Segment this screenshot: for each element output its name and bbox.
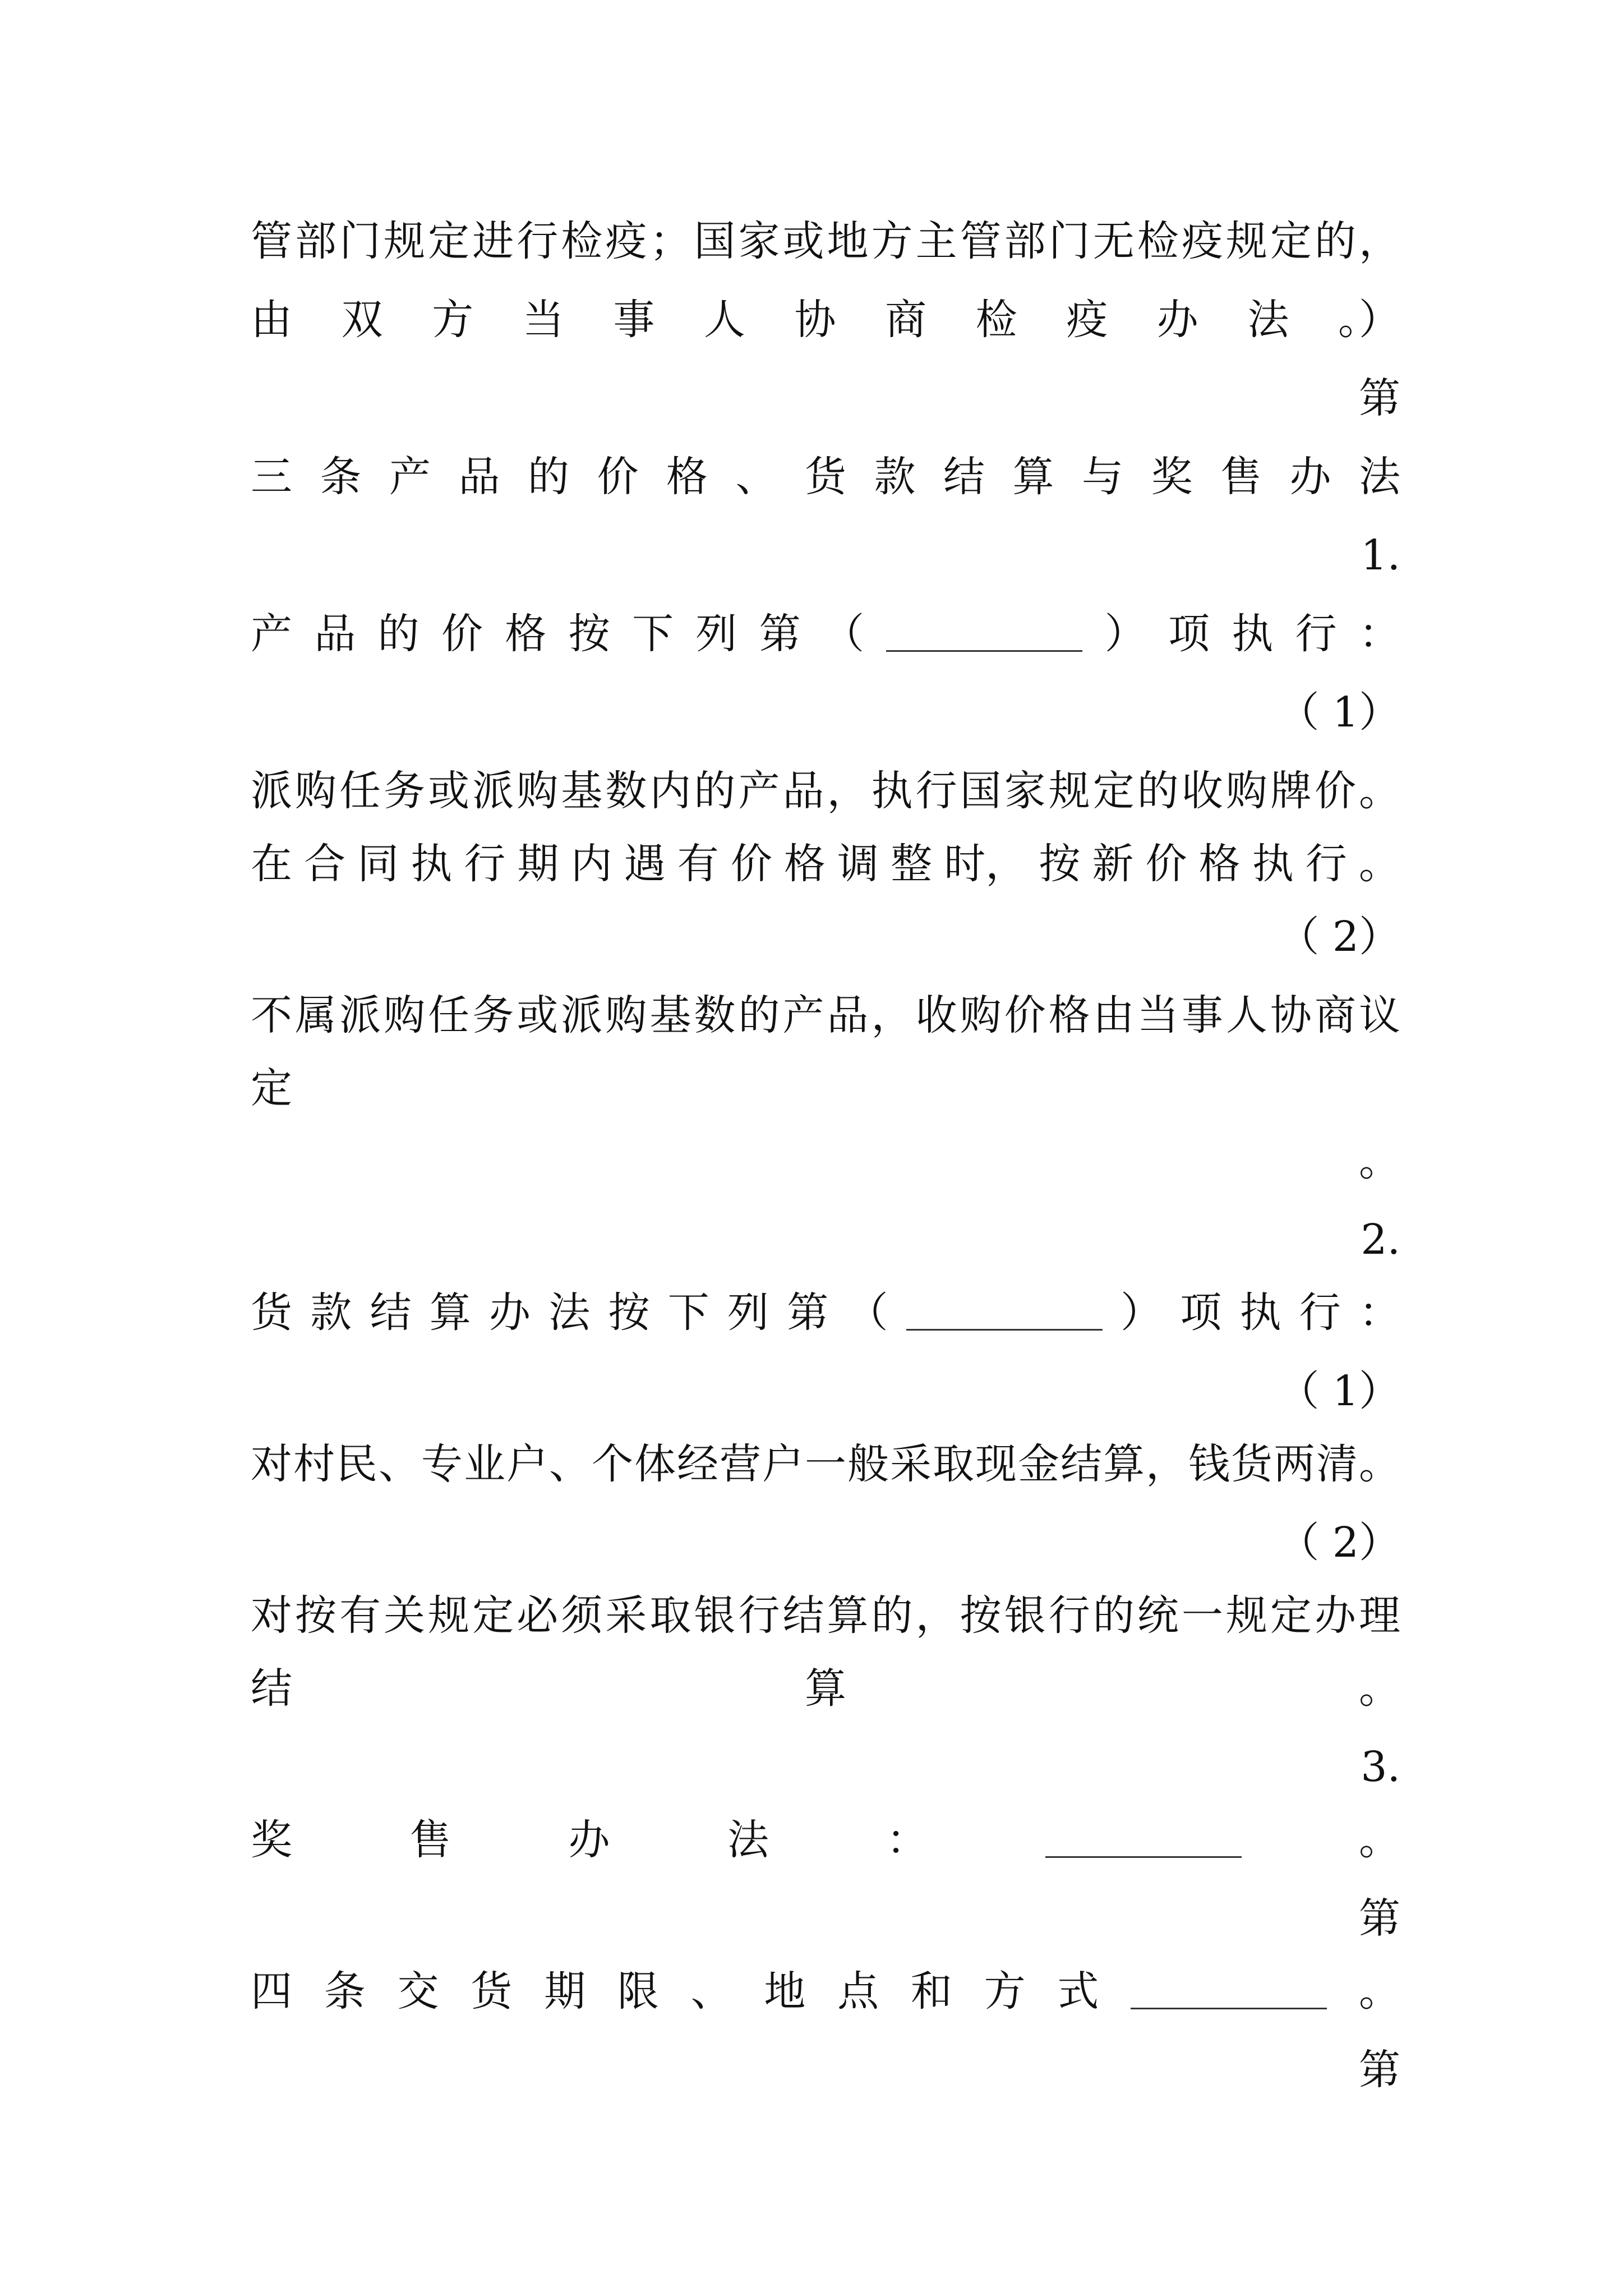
text-line [251, 449, 1400, 505]
text-segment: 时， [944, 840, 1027, 888]
text-line: 第 [1359, 1894, 1400, 1943]
text-segment: 期 [517, 840, 559, 888]
text-segment: 整 [891, 840, 933, 888]
text-line [251, 1660, 1400, 1717]
text-line [251, 1285, 1400, 1341]
text-segment: 三 [251, 453, 292, 501]
text-segment: 货 [251, 1289, 292, 1337]
text-segment: 协 [794, 296, 836, 344]
text-line: 1. [1361, 531, 1400, 579]
text-segment: 的 [377, 610, 419, 658]
text-segment: 格 [1198, 840, 1241, 888]
text-segment: 。 [1358, 1816, 1400, 1864]
fill-in-blank[interactable] [906, 1295, 1103, 1331]
text-segment: 款 [874, 453, 916, 501]
text-line: （ 2） [1278, 1519, 1400, 1567]
text-segment: 内 [570, 840, 612, 888]
text-line [251, 836, 1400, 892]
text-line: 管部门规定进行检疫；国家或地方主管部门无检疫规定的， [251, 217, 1400, 265]
text-segment: （ [822, 610, 864, 658]
text-segment: 限 [617, 1967, 659, 2016]
text-segment: 售 [409, 1816, 451, 1864]
text-segment: 项 [1180, 1289, 1222, 1337]
text-segment: 四 [251, 1967, 292, 2016]
text-segment: 行 [1305, 840, 1347, 888]
text-segment: ： [886, 1816, 928, 1864]
text-line: 第 [1359, 374, 1400, 422]
text-segment: 格 [666, 453, 708, 501]
text-segment: 结 [370, 1289, 412, 1337]
text-line [251, 1812, 1400, 1868]
fill-in-blank[interactable] [1131, 1974, 1327, 2009]
text-segment: 事 [613, 296, 655, 344]
text-segment: 按 [1039, 840, 1081, 888]
text-line: 3. [1361, 1743, 1400, 1791]
text-line: 派购任务或派购基数内的产品，执行国家规定的收购牌价。 [251, 767, 1400, 815]
text-segment: 下 [667, 1289, 709, 1337]
text-segment: 检 [975, 296, 1017, 344]
text-segment: 列 [695, 610, 737, 658]
text-segment: 项 [1168, 610, 1210, 658]
text-segment: 货 [805, 453, 846, 501]
text-segment: 条 [320, 453, 362, 501]
text-segment: 有 [677, 840, 719, 888]
text-segment: 与 [1082, 453, 1123, 501]
text-segment: 格 [783, 840, 826, 888]
text-line: 。 [1359, 1137, 1400, 1185]
fill-in-blank[interactable] [1045, 1823, 1242, 1858]
text-segment: 行 [1295, 610, 1337, 658]
text-line [251, 606, 1400, 662]
text-segment: 列 [727, 1289, 769, 1337]
text-segment: 当 [522, 296, 564, 344]
text-segment: 、 [735, 453, 777, 501]
text-segment: 。） [1338, 296, 1400, 344]
text-segment: 法 [548, 1289, 591, 1337]
text-line [251, 292, 1400, 348]
text-segment: 法 [1359, 453, 1400, 501]
text-segment: 交 [397, 1967, 439, 2016]
text-segment: 办 [1289, 453, 1331, 501]
text-segment: 品 [458, 453, 500, 501]
text-segment: 算 [429, 1289, 471, 1337]
text-segment: 执 [1239, 1289, 1281, 1337]
text-segment: （ [846, 1289, 888, 1337]
text-segment: ： [1359, 1289, 1400, 1337]
text-segment: 和 [910, 1967, 952, 2016]
text-segment: 价 [1145, 840, 1187, 888]
text-segment: 格 [505, 610, 547, 658]
text-segment: 办 [1156, 296, 1198, 344]
text-line: （ 1） [1278, 1367, 1400, 1415]
text-line: 第 [1359, 2046, 1400, 2094]
text-line: 2. [1361, 1216, 1400, 1264]
text-segment: 方 [432, 296, 474, 344]
text-segment: 款 [310, 1289, 352, 1337]
text-segment: 第 [787, 1289, 829, 1337]
text-segment: 疫 [1066, 296, 1108, 344]
text-segment: 结 [943, 453, 985, 501]
text-segment: 执 [1252, 840, 1294, 888]
text-segment: 人 [703, 296, 745, 344]
text-segment: ） [1104, 610, 1146, 658]
text-segment: 行 [1299, 1289, 1341, 1337]
text-line [251, 1963, 1400, 2019]
text-segment: 式 [1057, 1967, 1099, 2016]
text-line: 对按有关规定必须采取银行结算的，按银行的统一规定办理 [251, 1591, 1400, 1640]
text-segment: 价 [597, 453, 639, 501]
text-line: 对村民、专业户、个体经营户一般采取现金结算，钱货两清。 [251, 1440, 1400, 1488]
text-segment: 产 [251, 610, 292, 658]
fill-in-blank[interactable] [886, 616, 1082, 652]
text-segment: 条 [324, 1967, 366, 2016]
text-segment: 行 [464, 840, 506, 888]
text-segment: 新 [1092, 840, 1134, 888]
text-segment: 售 [1220, 453, 1262, 501]
text-segment: 下 [631, 610, 674, 658]
text-segment: 地 [764, 1967, 806, 2016]
text-line: 定 [251, 1064, 292, 1112]
text-segment: 奖 [251, 1816, 292, 1864]
text-segment: 结 [251, 1664, 292, 1713]
text-segment: 法 [1247, 296, 1289, 344]
text-segment: ： [1358, 610, 1400, 658]
text-segment: 奖 [1151, 453, 1193, 501]
text-segment: 产 [389, 453, 431, 501]
text-segment: 价 [730, 840, 772, 888]
text-segment: 执 [1232, 610, 1274, 658]
text-segment: 货 [471, 1967, 513, 2016]
text-segment: 双 [341, 296, 383, 344]
text-segment: 办 [489, 1289, 531, 1337]
text-segment: 方 [984, 1967, 1026, 2016]
text-segment: 调 [837, 840, 879, 888]
text-segment: 、 [690, 1967, 732, 2016]
text-line: （ 2） [1278, 913, 1400, 961]
text-segment: 办 [568, 1816, 610, 1864]
text-segment: 的 [528, 453, 569, 501]
text-segment: 按 [608, 1289, 650, 1337]
text-segment: 执 [411, 840, 453, 888]
text-segment: 第 [759, 610, 801, 658]
text-segment: 品 [314, 610, 356, 658]
text-segment: 算 [1012, 453, 1054, 501]
text-segment: 在 [251, 840, 292, 888]
text-segment: 合 [304, 840, 346, 888]
text-segment: 价 [441, 610, 483, 658]
text-segment: 算 [805, 1664, 846, 1713]
text-segment: 按 [568, 610, 610, 658]
text-segment: 。 [1358, 840, 1400, 888]
text-line: （ 1） [1278, 688, 1400, 737]
text-segment: 商 [885, 296, 927, 344]
text-segment: 。 [1358, 1967, 1400, 2016]
text-segment: 法 [727, 1816, 769, 1864]
text-segment: 点 [837, 1967, 879, 2016]
text-segment: 同 [357, 840, 399, 888]
text-segment: 由 [251, 296, 292, 344]
text-segment: 。 [1359, 1664, 1400, 1713]
text-segment: 期 [544, 1967, 586, 2016]
text-line: 不属派购任务或派购基数的产品，收购价格由当事人协商议 [251, 991, 1400, 1039]
text-segment: 遇 [624, 840, 666, 888]
text-segment: ） [1121, 1289, 1162, 1337]
